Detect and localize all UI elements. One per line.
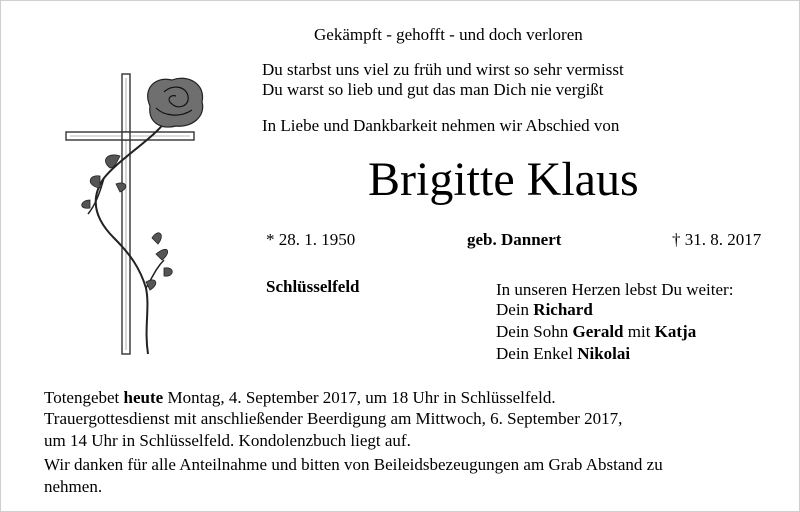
mourner-relation: Dein [496,300,534,319]
mourner-name: Nikolai [577,344,631,363]
notice-line-1 [44,388,556,408]
mourners-header: In unseren Herzen lebst Du weiter: [496,280,734,299]
mourner-name: Katja [654,322,697,341]
mourner-line-1 [496,300,593,320]
death-date: † 31. 8. 2017 [672,230,762,249]
mourner-name: Richard [533,300,593,319]
farewell-intro: In Liebe und Dankbarkeit nehmen wir Abschied von [262,116,620,135]
notice-text: Montag, 4. September 2017, um 18 Uhr in Schlüsselfeld. [163,388,556,407]
hometown: Schlüsselfeld [266,277,360,296]
deceased-name: Brigitte Klaus [368,153,639,206]
notice-line-5: nehmen. [44,477,103,496]
cross-with-rose-icon [60,68,210,360]
mourner-relation: Dein Sohn [496,322,573,341]
mourner-line-2 [496,322,696,342]
verse-line-1: Gekämpft - gehofft - und doch verloren [314,25,583,44]
mourner-relation: Dein Enkel [496,344,578,363]
verse-line-2: Du starbst uns viel zu früh und wirst so sehr vermisst [262,60,624,79]
birth-date: * 28. 1. 1950 [266,230,356,249]
maiden-name: geb. Dannert [467,230,562,249]
mourner-conjunction: mit [623,322,655,341]
mourner-line-3 [496,344,630,364]
notice-line-4: Wir danken für alle Anteilnahme und bitten von Beileidsbezeugungen am Grab Abstand zu [44,455,663,474]
verse-line-3: Du warst so lieb und gut das man Dich nie vergißt [262,80,604,99]
notice-text: Totengebet [44,388,124,407]
notice-line-2: Trauergottesdienst mit anschließender Beerdigung am Mittwoch, 6. September 2017, [44,409,623,428]
notice-line-3: um 14 Uhr in Schlüsselfeld. Kondolenzbuch liegt auf. [44,431,411,450]
notice-emphasis: heute [123,388,164,407]
mourner-name: Gerald [572,322,624,341]
